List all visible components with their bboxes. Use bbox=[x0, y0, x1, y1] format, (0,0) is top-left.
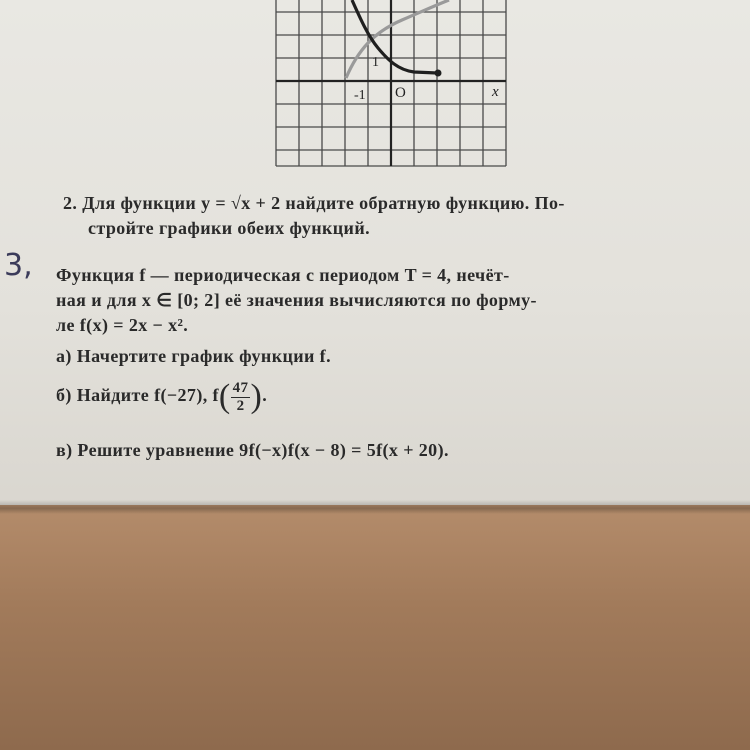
page-edge-shadow bbox=[0, 500, 750, 514]
label-x-axis: x bbox=[492, 84, 499, 100]
coordinate-graph bbox=[274, 0, 514, 168]
problem3-line3: ле f(x) = 2x − x². bbox=[56, 315, 189, 335]
part-b-open-paren: ( bbox=[218, 378, 231, 415]
problem3-part-b bbox=[56, 378, 267, 416]
problem2-line2: стройте графики обеих функций. bbox=[88, 218, 370, 238]
label-minus-one: -1 bbox=[354, 88, 366, 103]
part-b-suffix: . bbox=[262, 385, 268, 406]
problem3-part-v: в) Решите уравнение 9f(−x)f(x − 8) = 5f(x + 20). bbox=[56, 440, 449, 460]
wooden-table bbox=[0, 505, 750, 750]
label-origin: O bbox=[395, 85, 406, 101]
problem3-line1: Функция f — периодическая с периодом T = 4, нечёт- bbox=[56, 265, 510, 285]
fraction-denominator: 2 bbox=[236, 397, 245, 414]
fraction bbox=[231, 380, 251, 415]
handwritten-number: 3, bbox=[4, 248, 33, 283]
fraction-numerator: 47 bbox=[232, 379, 249, 396]
problem3-line2: ная и для x ∈ [0; 2] её значения вычисляются по форму- bbox=[56, 290, 537, 310]
problem2-line1: 2. Для функции y = √x + 2 найдите обратную функцию. По- bbox=[63, 193, 565, 213]
curve-endpoint bbox=[435, 70, 442, 77]
problem3-part-a: а) Начертите график функции f. bbox=[56, 346, 331, 366]
label-one: 1 bbox=[372, 55, 379, 70]
part-b-prefix: б) Найдите f(−27), f bbox=[56, 385, 219, 406]
part-b-close-paren: ) bbox=[250, 378, 263, 415]
